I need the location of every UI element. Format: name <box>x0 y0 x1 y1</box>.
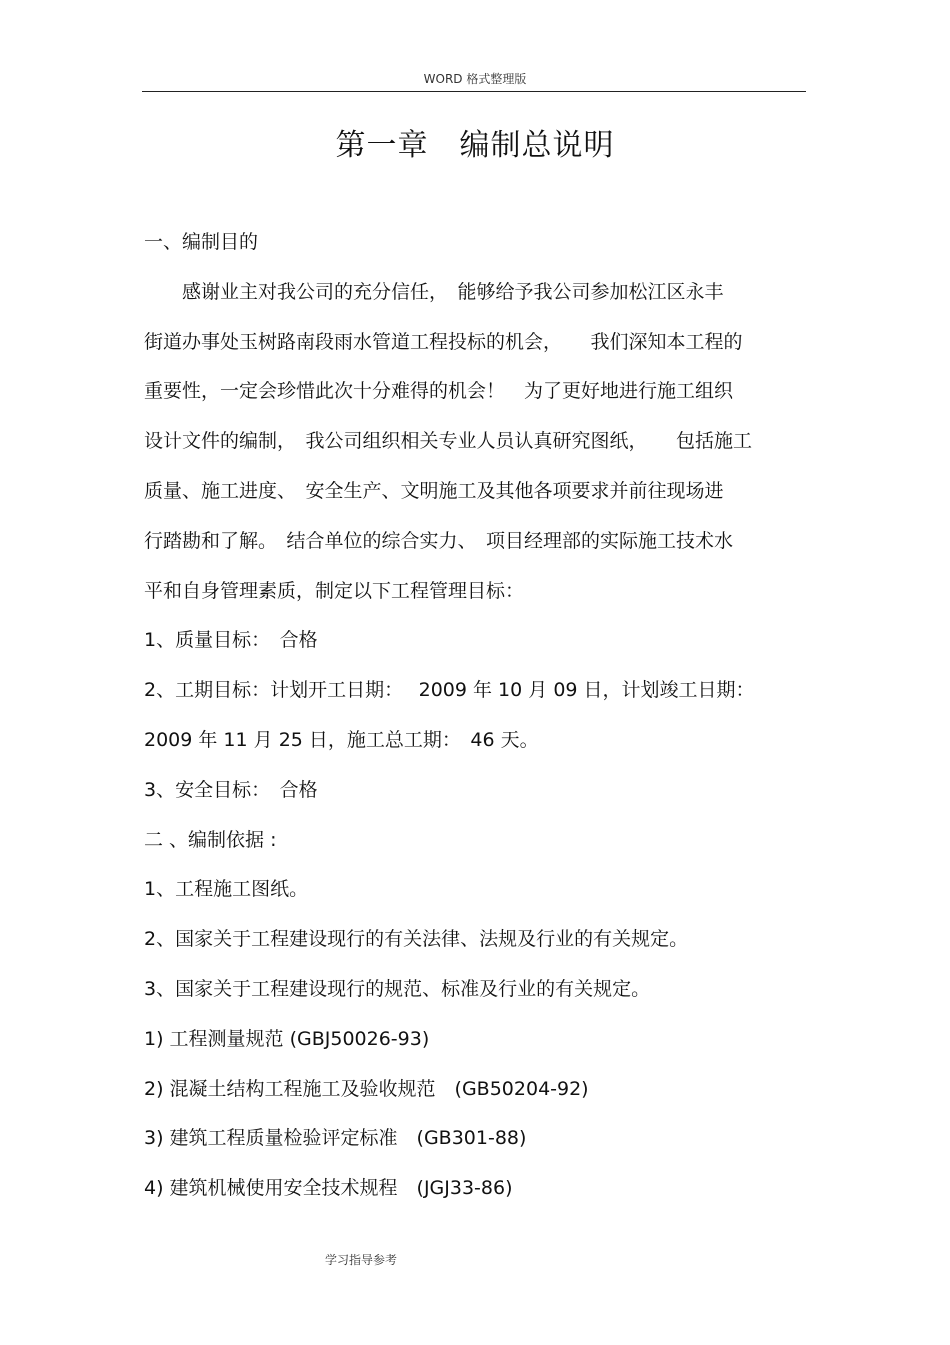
list-item: 3、安全目标： 合格 <box>144 779 318 801</box>
paragraph-line: 行踏勘和了解。 结合单位的综合实力、 项目经理部的实际施工技术水 <box>144 530 734 552</box>
paragraph-line: 质量、施工进度、 安全生产、文明施工及其他各项要求并前往现场进 <box>144 480 724 502</box>
paragraph-line: 设计文件的编制， 我公司组织相关专业人员认真研究图纸， 包括施工 <box>144 430 753 452</box>
standard-item: 3) 建筑工程质量检验评定标准 (GB301-88) <box>144 1127 527 1149</box>
page-header: WORD 格式整理版 <box>423 72 527 86</box>
paragraph-line: 平和自身管理素质，制定以下工程管理目标： <box>144 580 525 602</box>
list-item: 2、国家关于工程建设现行的有关法律、法规及行业的有关规定。 <box>144 928 689 950</box>
standard-item: 2) 混凝土结构工程施工及验收规范 (GB50204-92) <box>144 1078 589 1100</box>
list-item-continuation: 2009 年 11 月 25 日，施工总工期： 46 天。 <box>144 729 539 751</box>
header-rule <box>142 91 806 92</box>
paragraph-line: 感谢业主对我公司的充分信任， 能够给予我公司参加松江区永丰 <box>144 281 724 303</box>
standard-item: 4) 建筑机械使用安全技术规程 (JGJ33-86) <box>144 1177 513 1199</box>
list-item: 1、质量目标： 合格 <box>144 629 318 651</box>
standard-item: 1) 工程测量规范 (GBJ50026-93) <box>144 1028 430 1050</box>
page-footer: 学习指导参考 <box>325 1253 398 1267</box>
list-item: 2、工期目标：计划开工日期： 2009 年 10 月 09 日，计划竣工日期： <box>144 679 755 701</box>
section-heading-1: 一、编制目的 <box>144 231 259 253</box>
section-heading-2: 二 、编制依据 : <box>144 829 277 851</box>
paragraph-line: 重要性，一定会珍惜此次十分难得的机会！ 为了更好地进行施工组织 <box>144 380 734 402</box>
paragraph-line: 街道办事处玉树路南段雨水管道工程投标的机会， 我们深知本工程的 <box>144 331 743 353</box>
chapter-title: 第一章 编制总说明 <box>335 128 615 163</box>
list-item: 3、国家关于工程建设现行的规范、标准及行业的有关规定。 <box>144 978 651 1000</box>
list-item: 1、工程施工图纸。 <box>144 878 309 900</box>
